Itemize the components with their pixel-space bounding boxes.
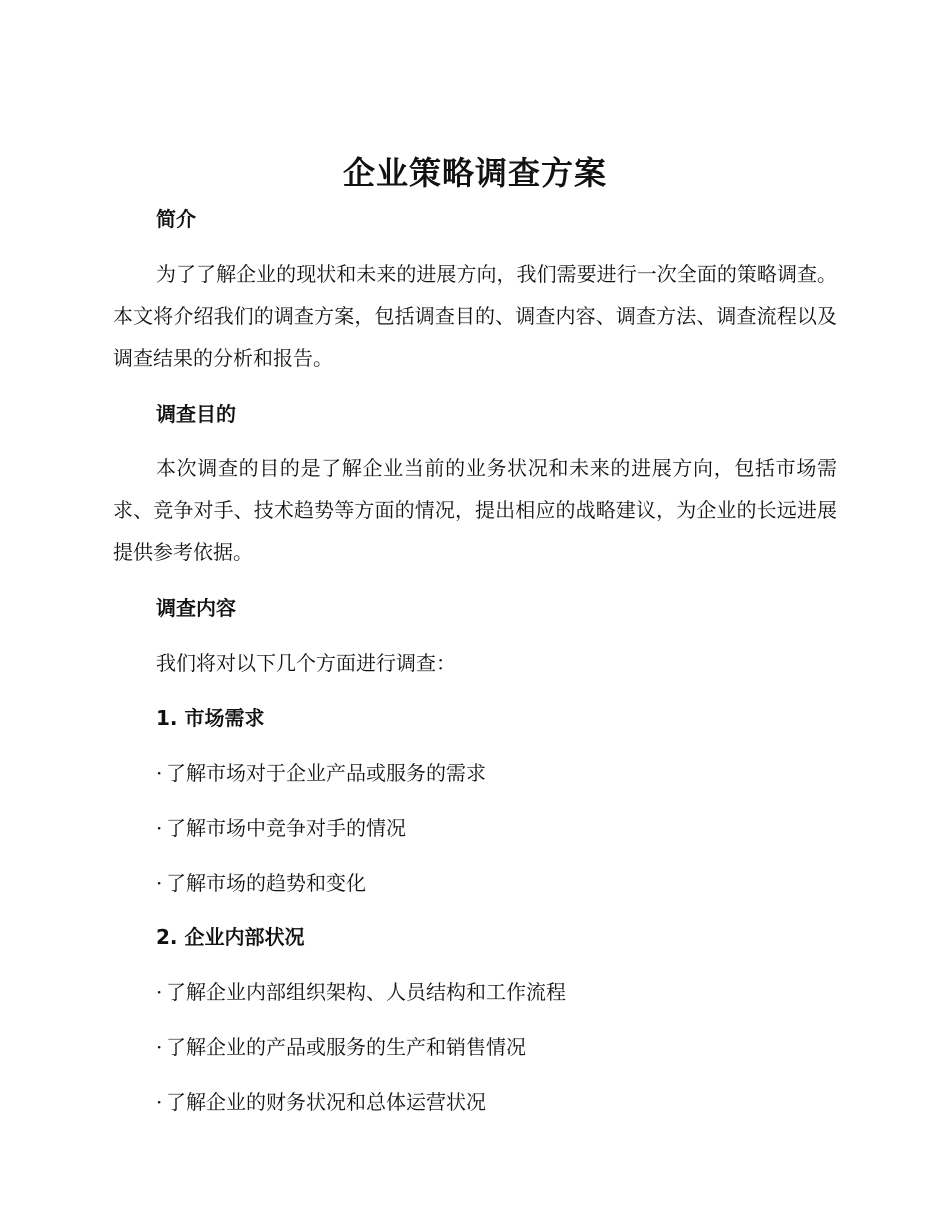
bullet-icon: ·: [156, 1090, 163, 1114]
intro-paragraph: 为了了解企业的现状和未来的进展方向，我们需要进行一次全面的策略调查。本文将介绍我们的调查方案，包括调查目的、调查内容、调查方法、调查流程以及调查结果的分析和报告。: [113, 262, 837, 370]
subsection-heading-internal: 2. 企业内部状况: [156, 925, 305, 949]
list-item: [156, 1033, 526, 1061]
list-item: [156, 1088, 486, 1116]
list-item-text: 了解市场对于企业产品或服务的需求: [166, 761, 486, 785]
bullet-icon: ·: [156, 871, 163, 895]
section-heading-intro: 简介: [156, 207, 196, 231]
section-heading-content: 调查内容: [156, 596, 236, 620]
section-heading-purpose: 调查目的: [156, 402, 236, 426]
list-item-text: 了解市场中竞争对手的情况: [166, 816, 406, 840]
list-item: [156, 814, 406, 842]
purpose-paragraph: 本次调查的目的是了解企业当前的业务状况和未来的进展方向，包括市场需求、竞争对手、技术趋势等方面的情况，提出相应的战略建议，为企业的长远进展提供参考依据。: [113, 456, 837, 564]
subsection-heading-market: 1. 市场需求: [156, 706, 265, 730]
bullet-icon: ·: [156, 816, 163, 840]
list-item-text: 了解企业的产品或服务的生产和销售情况: [166, 1035, 526, 1059]
list-item: [156, 869, 366, 897]
list-item-text: 了解企业的财务状况和总体运营状况: [166, 1090, 486, 1114]
bullet-icon: ·: [156, 761, 163, 785]
list-item: [156, 759, 486, 787]
bullet-icon: ·: [156, 980, 163, 1004]
document-title: 企业策略调查方案: [342, 154, 607, 192]
content-lead-text: 我们将对以下几个方面进行调查：: [156, 651, 456, 675]
list-item-text: 了解企业内部组织架构、人员结构和工作流程: [166, 980, 566, 1004]
bullet-icon: ·: [156, 1035, 163, 1059]
list-item: [156, 978, 566, 1006]
list-item-text: 了解市场的趋势和变化: [166, 871, 366, 895]
